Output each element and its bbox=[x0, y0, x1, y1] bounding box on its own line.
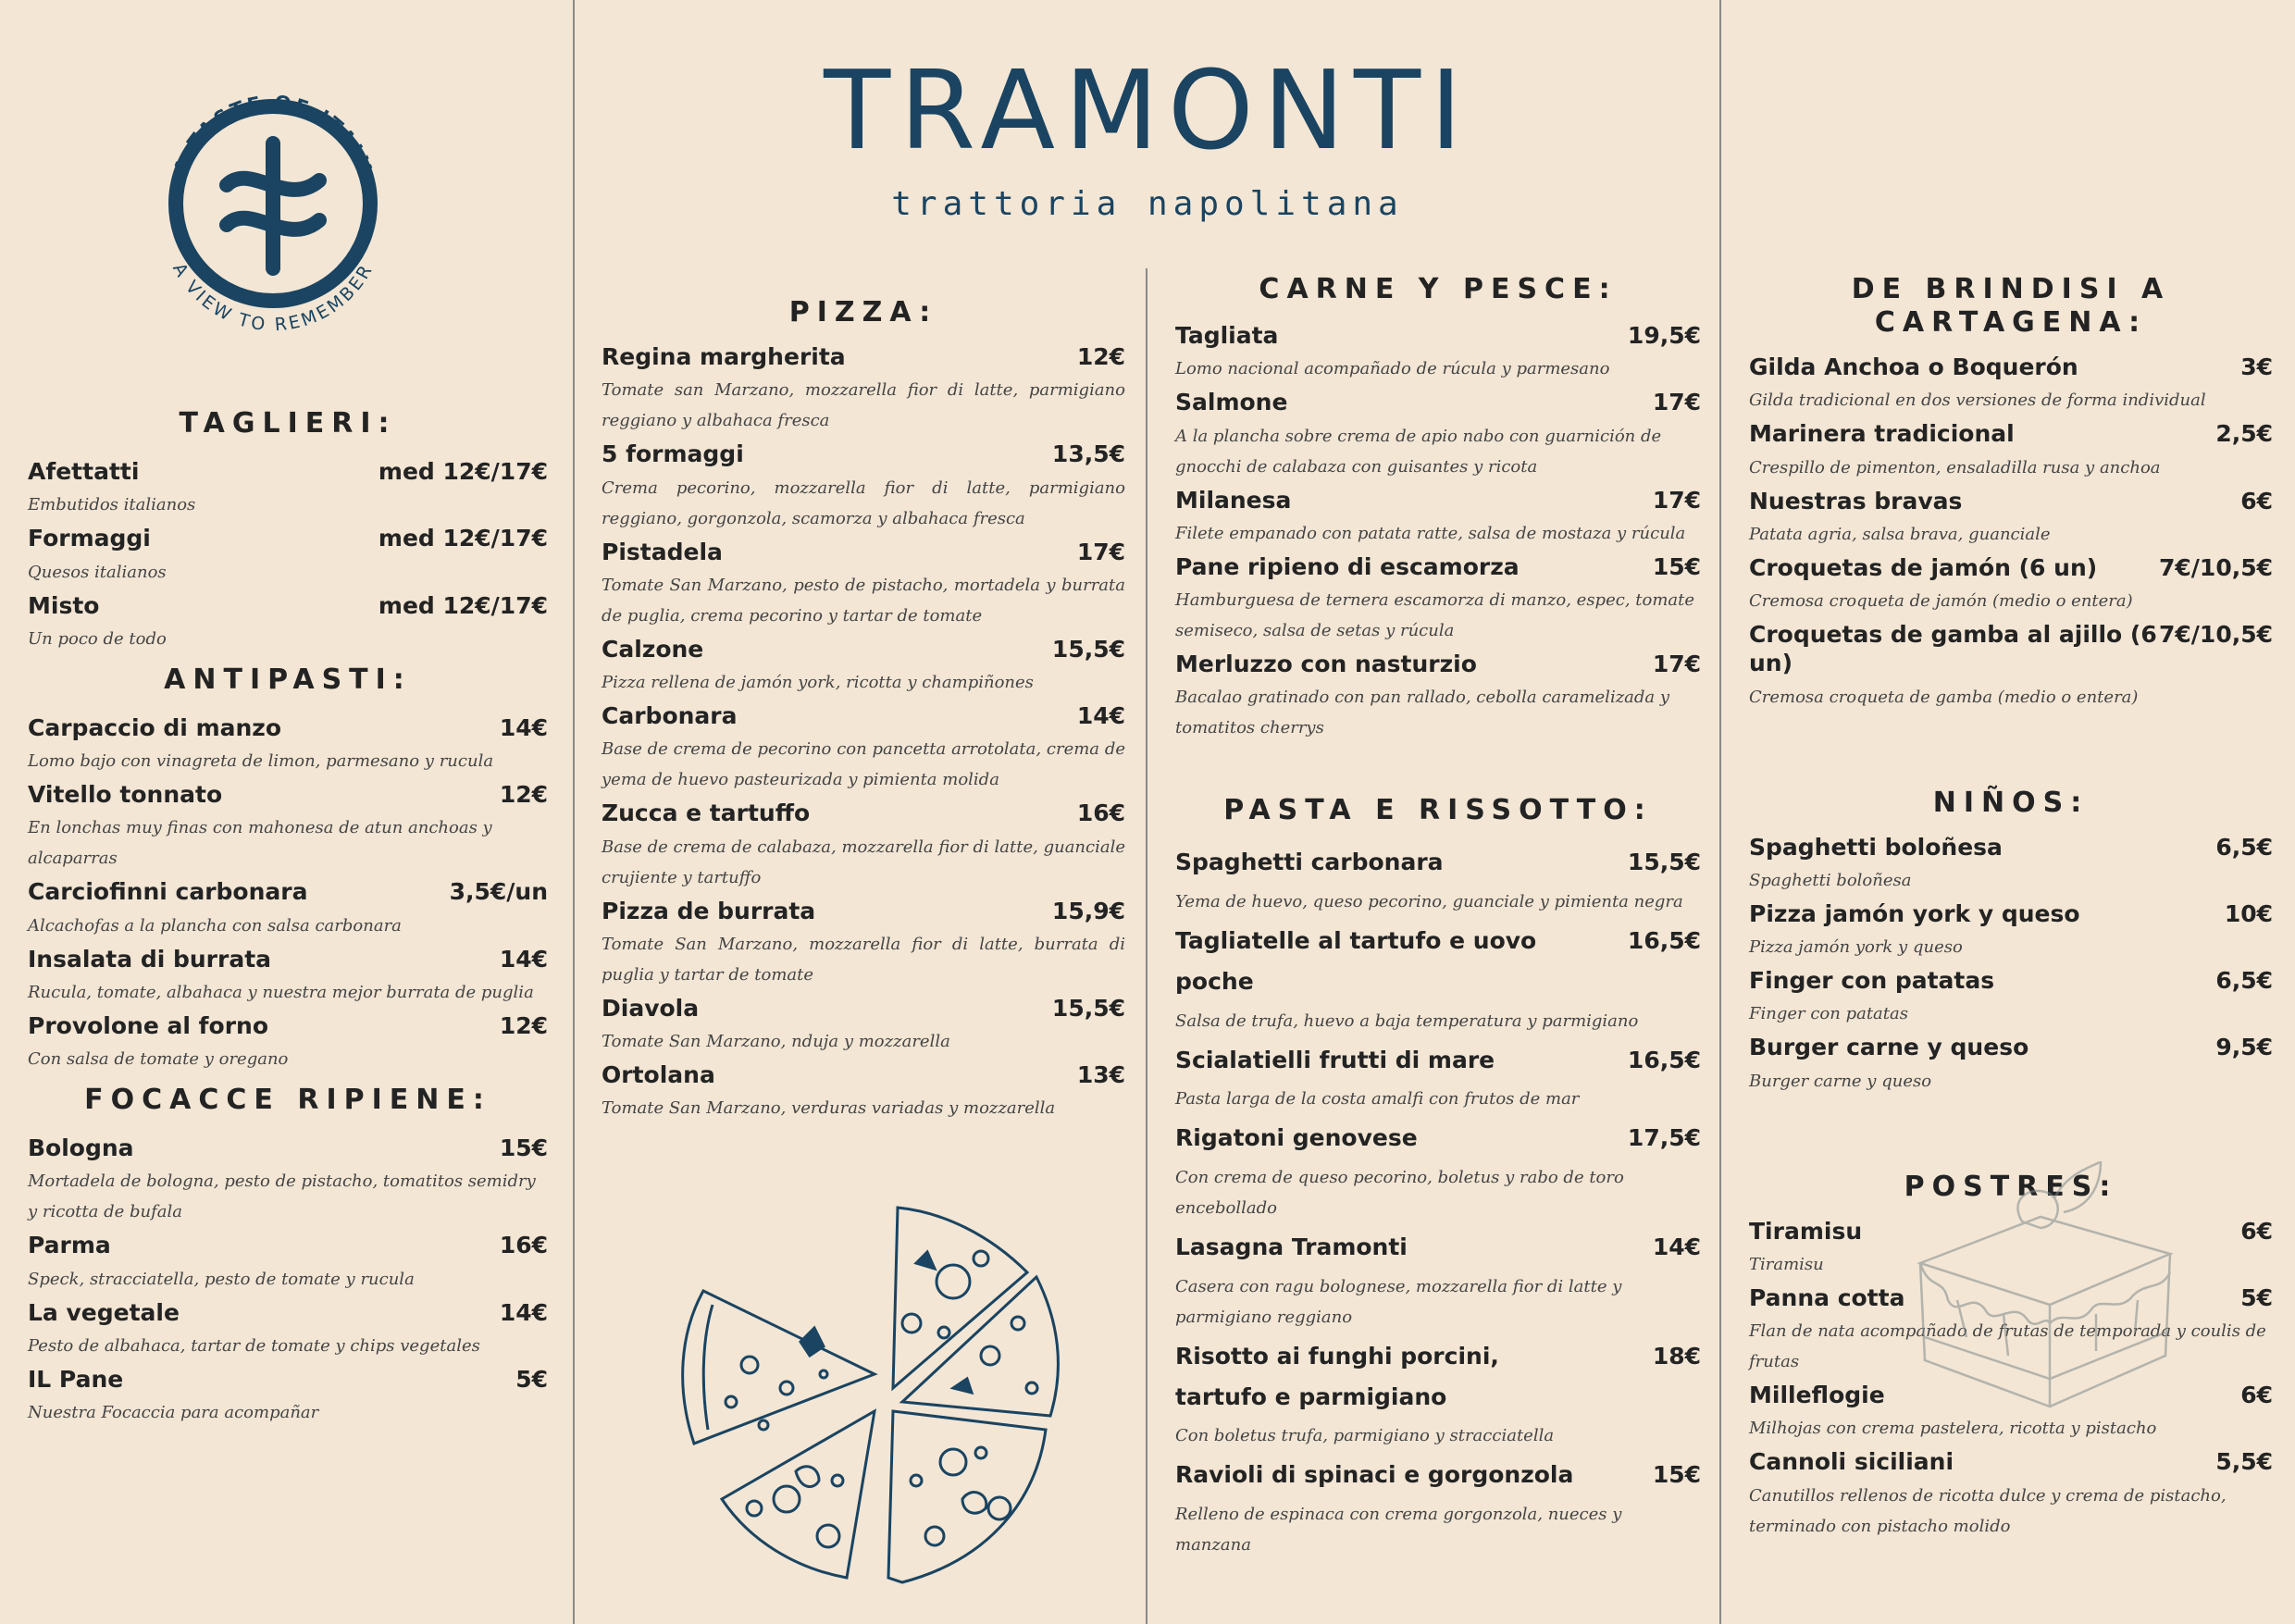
dish-description: Finger con patatas bbox=[1749, 1004, 1908, 1024]
dish-price: 6,5€ bbox=[2215, 967, 2273, 994]
dish-name: Carbonara bbox=[602, 702, 738, 729]
menu-item bbox=[1749, 620, 2273, 713]
dish-name: Spaghetti boloñesa bbox=[1749, 833, 2003, 861]
dish-name: Provolone al forno bbox=[28, 1011, 268, 1039]
menu-item-row bbox=[1175, 650, 1701, 678]
dish-description: Bacalao gratinado con pan rallado, cebolla caramelizada y tomatitos cherrys bbox=[1175, 688, 1670, 738]
menu-item-row bbox=[1749, 1033, 2273, 1061]
section-title: TAGLIERI: bbox=[179, 407, 397, 440]
brand-name: TRAMONTI bbox=[824, 46, 1471, 174]
dish-price: 9,5€ bbox=[2215, 1034, 2273, 1061]
dish-description: Un poco de todo bbox=[28, 628, 167, 649]
dish-description: Hamburguesa de ternera escamorza di manzo, espec, tomate semiseco, salsa de setas y rúcula bbox=[1175, 590, 1695, 640]
menu-item-row bbox=[28, 1011, 548, 1040]
section-title: POSTRES: bbox=[1904, 1170, 2118, 1203]
brand-subtitle: trattoria napolitana bbox=[891, 185, 1404, 223]
menu-section-brindisi bbox=[1749, 273, 2273, 713]
dish-name: Pizza jamón york y queso bbox=[1749, 899, 2080, 927]
menu-item-row bbox=[602, 342, 1125, 371]
menu-item-row bbox=[1749, 419, 2273, 448]
dish-description: Pizza jamón york y queso bbox=[1749, 937, 1963, 957]
svg-text:A VIEW TO REMEMBER: A VIEW TO REMEMBER bbox=[168, 259, 378, 336]
dish-description: Nuestra Focaccia para acompañar bbox=[28, 1403, 319, 1422]
pizza-slices-illustration bbox=[676, 1203, 1064, 1592]
dish-name: Afettatti bbox=[28, 458, 140, 485]
menu-item-row bbox=[1175, 842, 1701, 883]
dish-description: Yema de huevo, queso pecorino, guanciale y pimienta negra bbox=[1175, 892, 1683, 911]
dish-price: 17€ bbox=[1076, 538, 1125, 565]
menu-section-pizza bbox=[602, 296, 1125, 1123]
dish-price: 17€ bbox=[1652, 486, 1701, 514]
menu-item-row bbox=[28, 524, 548, 552]
dish-name: Vitello tonnato bbox=[28, 781, 223, 808]
dish-price: 15€ bbox=[1652, 1461, 1701, 1489]
dish-name: Cannoli siciliani bbox=[1749, 1448, 1954, 1476]
menu-item bbox=[28, 877, 548, 940]
dish-price: 17€ bbox=[1652, 389, 1701, 416]
dish-name: Burger carne y queso bbox=[1749, 1034, 2029, 1061]
menu-item bbox=[28, 713, 548, 776]
dish-name: La vegetale bbox=[28, 1298, 180, 1326]
dish-name: Milanesa bbox=[1175, 486, 1292, 514]
menu-item-row bbox=[602, 897, 1125, 925]
dish-description: Milhojas con crema pastelera, ricotta y pistacho bbox=[1749, 1419, 2157, 1439]
menu-item bbox=[1175, 1455, 1701, 1560]
svg-text:A TASTE OF ITALY: A TASTE OF ITALY bbox=[169, 91, 377, 178]
menu-item bbox=[602, 342, 1125, 436]
menu-section-pasta bbox=[1175, 794, 1701, 1560]
menu-item-row bbox=[602, 440, 1125, 468]
dish-description: Filete empanado con patata ratte, salsa de mostaza y rúcula bbox=[1175, 523, 1686, 543]
dish-name: Zucca e tartuffo bbox=[602, 800, 811, 827]
dish-price: 15€ bbox=[499, 1134, 548, 1161]
menu-section-focacce bbox=[28, 1084, 548, 1428]
dish-description: Base de crema de pecorino con pancetta arrotolata, crema de yema de huevo pasteurizada y pimienta molida bbox=[602, 739, 1125, 790]
dish-price: 7€/10,5€ bbox=[2159, 621, 2273, 648]
dish-name: 5 formaggi bbox=[602, 440, 744, 468]
menu-item bbox=[1175, 388, 1701, 481]
menu-item-row bbox=[1749, 966, 2273, 995]
menu-item-row bbox=[1175, 1118, 1701, 1159]
dish-name: Diavola bbox=[602, 994, 700, 1022]
dish-description: Con boletus trufa, parmigiano y stracciatella bbox=[1175, 1426, 1555, 1446]
dish-description: Gilda tradicional en dos versiones de forma individual bbox=[1749, 391, 2206, 411]
menu-item bbox=[28, 1298, 548, 1361]
section-title: CARNE Y PESCE: bbox=[1259, 273, 1618, 305]
dish-price: 17€ bbox=[1652, 651, 1701, 677]
dish-name: Spaghetti carbonara bbox=[1175, 849, 1444, 876]
menu-item bbox=[28, 1231, 548, 1294]
divider-2 bbox=[1146, 268, 1148, 1624]
menu-item-row bbox=[602, 701, 1125, 730]
section-title: NIÑOS: bbox=[1932, 786, 2090, 819]
menu-item bbox=[1175, 1040, 1701, 1115]
menu-item bbox=[1175, 1336, 1701, 1452]
column-1 bbox=[28, 407, 548, 1432]
menu-item-row bbox=[1175, 1040, 1701, 1081]
dish-name: Milleflogie bbox=[1749, 1382, 1885, 1408]
dish-price: 14€ bbox=[499, 713, 548, 741]
dish-description: Salsa de trufa, huevo a baja temperatura y parmigiano bbox=[1175, 1010, 1639, 1031]
dish-name: Scialatielli frutti di mare bbox=[1175, 1046, 1495, 1073]
cake-illustration bbox=[1902, 1161, 2189, 1430]
section-title: FOCACCE RIPIENE: bbox=[84, 1084, 491, 1116]
dish-name: Lasagna Tramonti bbox=[1175, 1233, 1408, 1260]
menu-item bbox=[1749, 487, 2273, 550]
menu-item-row bbox=[1749, 833, 2273, 862]
menu-section-ninos bbox=[1749, 787, 2273, 1097]
menu-item bbox=[1175, 552, 1701, 646]
dish-description: Quesos italianos bbox=[28, 562, 167, 582]
dish-name: Tagliata bbox=[1175, 322, 1279, 349]
menu-item-row bbox=[1749, 487, 2273, 515]
menu-item bbox=[1749, 353, 2273, 415]
dish-price: 14€ bbox=[499, 1298, 548, 1326]
dish-description: Pasta larga de la costa amalfi con frutos de mar bbox=[1175, 1089, 1580, 1110]
section-title: ANTIPASTI: bbox=[164, 663, 412, 696]
menu-item-row bbox=[1175, 486, 1701, 514]
dish-description: Casera con ragu bolognese, mozzarella fior di latte y parmigiano reggiano bbox=[1175, 1276, 1622, 1327]
dish-description: Patata agria, salsa brava, guanciale bbox=[1749, 524, 2051, 544]
dish-name: Nuestras bravas bbox=[1749, 487, 1963, 514]
menu-item bbox=[28, 1365, 548, 1428]
menu-item-row bbox=[1749, 353, 2273, 381]
menu-item bbox=[1749, 899, 2273, 962]
dish-price: 14€ bbox=[499, 945, 548, 973]
dish-name: Regina margherita bbox=[602, 343, 846, 370]
menu-section-taglieri bbox=[28, 407, 548, 654]
dish-name: Pizza de burrata bbox=[602, 897, 816, 924]
brand-logo bbox=[148, 51, 398, 347]
dish-name: Merluzzo con nasturzio bbox=[1175, 651, 1477, 677]
menu-item-row bbox=[1175, 921, 1701, 1002]
menu-item bbox=[1175, 842, 1701, 917]
menu-item-row bbox=[28, 877, 548, 906]
menu-item bbox=[1175, 921, 1701, 1036]
menu-item-row bbox=[28, 780, 548, 809]
dish-name: Risotto ai funghi porcini, tartufo e parmigiano bbox=[1175, 1342, 1499, 1410]
dish-name: Tagliatelle al tartufo e uovo poche bbox=[1175, 927, 1537, 995]
dish-price: 18€ bbox=[1652, 1342, 1701, 1370]
dish-price: 16€ bbox=[1076, 800, 1125, 827]
dish-price: 17,5€ bbox=[1627, 1124, 1701, 1152]
dish-description: Crespillo de pimenton, ensaladilla rusa y anchoa bbox=[1749, 457, 2161, 477]
dish-description: Tomate San Marzano, verduras variadas y mozzarella bbox=[602, 1098, 1056, 1119]
menu-item bbox=[602, 635, 1125, 698]
dish-name: Rigatoni genovese bbox=[1175, 1124, 1418, 1152]
dish-price: 5€ bbox=[515, 1365, 548, 1393]
menu-item-row bbox=[602, 538, 1125, 566]
dish-description: Canutillos rellenos de ricotta dulce y crema de pistacho, terminado con pistacho molido bbox=[1749, 1485, 2227, 1536]
dish-price: 6€ bbox=[2240, 1217, 2273, 1245]
menu-item-row bbox=[602, 635, 1125, 663]
menu-item-row bbox=[1749, 1447, 2273, 1476]
menu-item-row bbox=[28, 591, 548, 620]
dish-description: Con salsa de tomate y oregano bbox=[28, 1049, 289, 1069]
dish-description: Speck, stracciatella, pesto de tomate y rucula bbox=[28, 1269, 415, 1289]
section-title: PASTA E RISSOTTO: bbox=[1223, 794, 1653, 827]
dish-price: 10€ bbox=[2224, 899, 2273, 927]
dish-description: Mortadela de bologna, pesto de pistacho, tomatitos semidry y ricotta de bufala bbox=[28, 1172, 536, 1222]
menu-item bbox=[28, 1134, 548, 1227]
menu-item bbox=[28, 945, 548, 1008]
dish-name: Pane ripieno di escamorza bbox=[1175, 552, 1520, 580]
dish-price: 5,5€ bbox=[2215, 1448, 2273, 1476]
menu-item-row bbox=[1175, 321, 1701, 350]
menu-item-row bbox=[1175, 1227, 1701, 1268]
menu-item bbox=[602, 701, 1125, 795]
menu-item bbox=[1749, 1033, 2273, 1096]
dish-name: Carpaccio di manzo bbox=[28, 713, 282, 741]
menu-item bbox=[602, 799, 1125, 892]
menu-item bbox=[602, 538, 1125, 631]
menu-section-antipasti bbox=[28, 663, 548, 1074]
dish-price: 15,5€ bbox=[1627, 849, 1701, 876]
dish-name: Ortolana bbox=[602, 1061, 715, 1088]
divider-3 bbox=[1719, 0, 1721, 1624]
menu-section-carne bbox=[1175, 273, 1701, 743]
menu-item-row bbox=[28, 945, 548, 973]
menu-item bbox=[28, 524, 548, 587]
menu-item bbox=[1175, 650, 1701, 743]
dish-name: Panna cotta bbox=[1749, 1283, 1905, 1311]
dish-price: med 12€/17€ bbox=[378, 458, 548, 485]
dish-description: En lonchas muy finas con mahonesa de atun anchoas y alcaparras bbox=[28, 818, 492, 869]
dish-price: 6,5€ bbox=[2215, 833, 2273, 861]
dish-description: Lomo bajo con vinagreta de limon, parmesano y rucula bbox=[28, 751, 494, 771]
menu-item-row bbox=[28, 713, 548, 742]
menu-item-row bbox=[28, 1365, 548, 1394]
menu-item bbox=[1749, 1447, 2273, 1541]
menu-item-row bbox=[1749, 899, 2273, 928]
menu-item bbox=[28, 457, 548, 520]
dish-description: Lomo nacional acompañado de rúcula y parmesano bbox=[1175, 359, 1610, 379]
menu-item bbox=[1175, 486, 1701, 549]
dish-name: Gilda Anchoa o Boquerón bbox=[1749, 353, 2078, 380]
dish-price: 13,5€ bbox=[1051, 440, 1125, 468]
dish-description: A la plancha sobre crema de apio nabo con guarnición de gnocchi de calabaza con guisantes y ricota bbox=[1175, 426, 1662, 477]
menu-item bbox=[602, 897, 1125, 990]
dish-name: Calzone bbox=[602, 635, 704, 663]
dish-description: Rucula, tomate, albahaca y nuestra mejor burrata de puglia bbox=[28, 982, 534, 1002]
menu-item bbox=[1749, 419, 2273, 482]
column-3 bbox=[1175, 273, 1701, 1564]
menu-item bbox=[1749, 833, 2273, 896]
dish-price: 12€ bbox=[499, 1011, 548, 1039]
dish-price: 16,5€ bbox=[1627, 927, 1701, 954]
menu-item bbox=[1175, 1227, 1701, 1333]
dish-description: Pizza rellena de jamón york, ricotta y champiñones bbox=[602, 673, 1034, 692]
dish-name: Bologna bbox=[28, 1134, 134, 1161]
dish-description: Cremosa croqueta de jamón (medio o entera) bbox=[1749, 591, 2133, 611]
dish-name: Croquetas de jamón (6 un) bbox=[1749, 553, 2098, 581]
dish-name: Ravioli di spinaci e gorgonzola bbox=[1175, 1461, 1574, 1489]
dish-price: 2,5€ bbox=[2215, 420, 2273, 448]
dish-name: Marinera tradicional bbox=[1749, 420, 2015, 448]
dish-description: Base de crema de calabaza, mozzarella fior di latte, guanciale crujiente y tartuffo bbox=[602, 837, 1125, 887]
dish-description: Cremosa croqueta de gamba (medio o entera) bbox=[1749, 687, 2139, 707]
menu-item bbox=[28, 780, 548, 874]
menu-item bbox=[602, 440, 1125, 533]
dish-price: 14€ bbox=[1652, 1233, 1701, 1260]
dish-price: 12€ bbox=[499, 781, 548, 808]
dish-description: Relleno de espinaca con crema gorgonzola, nueces y manzana bbox=[1175, 1505, 1622, 1555]
menu-item-row bbox=[1175, 1336, 1701, 1418]
brand-header bbox=[574, 46, 1721, 223]
dish-name: Croquetas de gamba al ajillo (6 un) bbox=[1749, 621, 2157, 677]
dish-price: 6€ bbox=[2240, 1382, 2273, 1408]
dish-name: Parma bbox=[28, 1232, 111, 1259]
dish-price: 16€ bbox=[499, 1232, 548, 1259]
dish-name: Formaggi bbox=[28, 525, 151, 552]
dish-description: Tiramisu bbox=[1749, 1254, 1824, 1274]
dish-price: med 12€/17€ bbox=[378, 525, 548, 552]
dish-description: Crema pecorino, mozzarella fior di latte, parmigiano reggiano, gorgonzola, scamorza y albahaca fresca bbox=[602, 477, 1125, 528]
dish-description: Tomate San Marzano, mozzarella fior di latte, burrata di puglia y tartar de tomate bbox=[602, 934, 1125, 985]
menu-item bbox=[1175, 321, 1701, 384]
dish-description: Spaghetti boloñesa bbox=[1749, 870, 1912, 890]
dish-price: 15,9€ bbox=[1051, 897, 1125, 924]
section-title: PIZZA: bbox=[788, 296, 938, 329]
menu-item-row bbox=[1749, 620, 2273, 678]
column-2 bbox=[602, 296, 1125, 1127]
dish-description: Burger carne y queso bbox=[1749, 1071, 1932, 1091]
dish-name: Salmone bbox=[1175, 389, 1288, 416]
menu-item-row bbox=[1175, 388, 1701, 416]
dish-price: 19,5€ bbox=[1627, 322, 1701, 349]
dish-price: med 12€/17€ bbox=[378, 591, 548, 619]
menu-item bbox=[28, 1011, 548, 1074]
dish-price: 12€ bbox=[1076, 343, 1125, 370]
dish-price: 3€ bbox=[2240, 353, 2273, 380]
menu-item bbox=[1749, 966, 2273, 1029]
dish-price: 15€ bbox=[1652, 552, 1701, 580]
menu-item-row bbox=[1175, 552, 1701, 581]
menu-item-row bbox=[1749, 553, 2273, 582]
menu-item-row bbox=[28, 1298, 548, 1327]
dish-price: 5€ bbox=[2240, 1283, 2273, 1311]
menu-item bbox=[602, 1060, 1125, 1123]
dish-description: Con crema de queso pecorino, boletus y rabo de toro encebollado bbox=[1175, 1168, 1624, 1218]
dish-name: Pistadela bbox=[602, 538, 723, 565]
dish-description: Alcachofas a la plancha con salsa carbonara bbox=[28, 915, 402, 936]
dish-name: Carciofinni carbonara bbox=[28, 878, 308, 906]
menu-item-row bbox=[1175, 1455, 1701, 1495]
dish-price: 16,5€ bbox=[1627, 1046, 1701, 1073]
dish-description: Flan de nata acompañado de frutas de temporada y coulis de frutas bbox=[1749, 1321, 2266, 1371]
divider-1 bbox=[573, 0, 575, 1624]
dish-name: Insalata di burrata bbox=[28, 945, 272, 973]
menu-item-row bbox=[28, 1231, 548, 1259]
menu-item bbox=[1749, 553, 2273, 616]
dish-description: Tomate San Marzano, nduja y mozzarella bbox=[602, 1032, 950, 1051]
menu-item-row bbox=[28, 1134, 548, 1162]
dish-price: 13€ bbox=[1076, 1061, 1125, 1088]
dish-price: 6€ bbox=[2240, 487, 2273, 514]
menu-item-row bbox=[28, 457, 548, 486]
dish-price: 3,5€/un bbox=[449, 878, 548, 906]
dish-name: Tiramisu bbox=[1749, 1217, 1863, 1245]
dish-price: 14€ bbox=[1076, 702, 1125, 729]
dish-description: Pesto de albahaca, tartar de tomate y chips vegetales bbox=[28, 1335, 480, 1356]
dish-name: Misto bbox=[28, 591, 100, 619]
menu-item-row bbox=[602, 799, 1125, 827]
dish-name: Finger con patatas bbox=[1749, 967, 1995, 994]
menu-item bbox=[602, 994, 1125, 1057]
dish-price: 15,5€ bbox=[1051, 635, 1125, 663]
menu-item bbox=[1175, 1118, 1701, 1223]
dish-price: 7€/10,5€ bbox=[2159, 553, 2273, 581]
dish-description: Tomate San Marzano, pesto de pistacho, mortadela y burrata de puglia, crema pecorino y tartar de tomate bbox=[602, 575, 1125, 626]
menu-item-row bbox=[602, 1060, 1125, 1089]
dish-description: Embutidos italianos bbox=[28, 495, 196, 515]
menu-item bbox=[28, 591, 548, 654]
dish-price: 15,5€ bbox=[1051, 994, 1125, 1022]
menu-item-row bbox=[602, 994, 1125, 1023]
dish-name: IL Pane bbox=[28, 1365, 124, 1393]
section-title: DE BRINDISI A CARTAGENA: bbox=[1851, 273, 2171, 339]
dish-description: Tomate san Marzano, mozzarella fior di latte, parmigiano reggiano y albahaca fresca bbox=[602, 380, 1125, 431]
